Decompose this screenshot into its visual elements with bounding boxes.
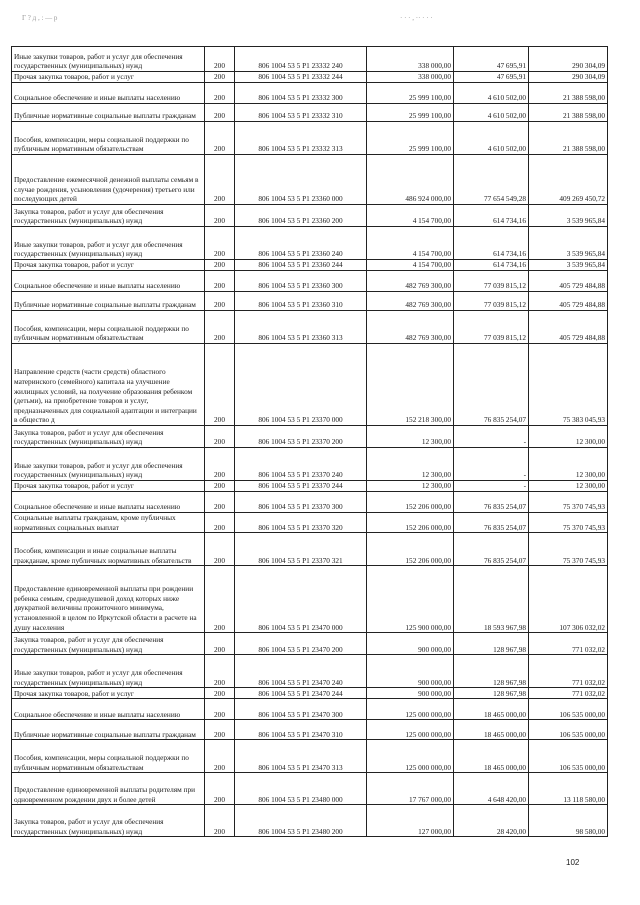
row-code: 200 — [205, 773, 235, 805]
row-code: 200 — [205, 655, 235, 688]
row-rest: 405 729 484,88 — [529, 271, 608, 292]
row-kbk: 806 1004 53 5 Р1 23370 244 — [235, 481, 367, 492]
row-rest: 21 388 598,00 — [529, 83, 608, 104]
row-fact: 128 967,98 — [454, 655, 529, 688]
row-code: 200 — [205, 448, 235, 481]
row-code: 200 — [205, 633, 235, 655]
row-kbk: 806 1004 53 5 Р1 23360 000 — [235, 155, 367, 205]
row-name: Публичные нормативные социальные выплаты гражданам — [12, 104, 205, 122]
row-name: Пособия, компенсации, меры социальной поддержки по публичным нормативным обязательствам — [12, 122, 205, 155]
row-fact: 18 465 000,00 — [454, 720, 529, 740]
row-name: Прочая закупка товаров, работ и услуг — [12, 688, 205, 699]
row-name: Закупка товаров, работ и услуг для обеспечения государственных (муниципальных) нужд — [12, 633, 205, 655]
row-rest: 21 388 598,00 — [529, 104, 608, 122]
row-rest: 405 729 484,88 — [529, 311, 608, 344]
row-code: 200 — [205, 699, 235, 720]
table-row — [12, 122, 608, 155]
row-fact: 4 648 420,00 — [454, 773, 529, 805]
page-number: 102 — [566, 858, 580, 867]
table-row — [12, 47, 608, 72]
row-plan: 4 154 700,00 — [367, 205, 454, 227]
row-plan: 127 000,00 — [367, 805, 454, 837]
row-fact: 128 967,98 — [454, 688, 529, 699]
row-name: Публичные нормативные социальные выплаты гражданам — [12, 720, 205, 740]
row-rest: 3 539 965,84 — [529, 260, 608, 271]
row-kbk: 806 1004 53 5 Р1 23370 300 — [235, 492, 367, 513]
row-fact: 4 610 502,00 — [454, 122, 529, 155]
row-plan: 338 000,00 — [367, 72, 454, 83]
row-fact: 18 593 967,98 — [454, 566, 529, 633]
row-code: 200 — [205, 155, 235, 205]
row-plan: 25 999 100,00 — [367, 104, 454, 122]
table-row — [12, 740, 608, 773]
row-code: 200 — [205, 740, 235, 773]
row-rest: 3 539 965,84 — [529, 205, 608, 227]
row-kbk: 806 1004 53 5 Р1 23470 240 — [235, 655, 367, 688]
row-fact: 614 734,16 — [454, 260, 529, 271]
row-name: Публичные нормативные социальные выплаты гражданам — [12, 292, 205, 311]
row-kbk: 806 1004 53 5 Р1 23360 313 — [235, 311, 367, 344]
row-code: 200 — [205, 533, 235, 566]
row-fact: 128 967,98 — [454, 633, 529, 655]
row-kbk: 806 1004 53 5 Р1 23332 313 — [235, 122, 367, 155]
table-row — [12, 492, 608, 513]
row-fact: 47 695,91 — [454, 72, 529, 83]
row-kbk: 806 1004 53 5 Р1 23360 240 — [235, 227, 367, 260]
row-kbk: 806 1004 53 5 Р1 23470 244 — [235, 688, 367, 699]
table-row — [12, 481, 608, 492]
row-name: Закупка товаров, работ и услуг для обеспечения государственных (муниципальных) нужд — [12, 426, 205, 448]
row-kbk: 806 1004 53 5 Р1 23332 310 — [235, 104, 367, 122]
table-row — [12, 773, 608, 805]
table-row — [12, 533, 608, 566]
row-name: Пособия, компенсации, меры социальной поддержки по публичным нормативным обязательствам — [12, 740, 205, 773]
row-plan: 12 300,00 — [367, 426, 454, 448]
row-kbk: 806 1004 53 5 Р1 23370 320 — [235, 513, 367, 533]
row-fact: - — [454, 426, 529, 448]
row-fact: 18 465 000,00 — [454, 740, 529, 773]
row-rest: 106 535 000,00 — [529, 720, 608, 740]
row-kbk: 806 1004 53 5 Р1 23360 200 — [235, 205, 367, 227]
row-name: Закупка товаров, работ и услуг для обеспечения государственных (муниципальных) нужд — [12, 805, 205, 837]
row-plan: 17 767 000,00 — [367, 773, 454, 805]
row-fact: 77 039 815,12 — [454, 311, 529, 344]
row-kbk: 806 1004 53 5 Р1 23470 200 — [235, 633, 367, 655]
table-row — [12, 566, 608, 633]
scan-header-noise-right: · · · , ·· · · · — [400, 14, 433, 22]
row-name: Иные закупки товаров, работ и услуг для обеспечения государственных (муниципальных) нужд — [12, 47, 205, 72]
table-row — [12, 805, 608, 837]
row-code: 200 — [205, 104, 235, 122]
row-code: 200 — [205, 227, 235, 260]
row-code: 200 — [205, 311, 235, 344]
row-plan: 900 000,00 — [367, 655, 454, 688]
table-row — [12, 426, 608, 448]
row-rest: 771 032,02 — [529, 655, 608, 688]
row-plan: 152 206 000,00 — [367, 492, 454, 513]
row-fact: 76 835 254,07 — [454, 533, 529, 566]
row-rest: 409 269 450,72 — [529, 155, 608, 205]
row-fact: 614 734,16 — [454, 227, 529, 260]
row-name: Пособия, компенсации, меры социальной поддержки по публичным нормативным обязательствам — [12, 311, 205, 344]
table-row — [12, 448, 608, 481]
row-rest: 12 300,00 — [529, 448, 608, 481]
row-rest: 771 032,02 — [529, 688, 608, 699]
row-kbk: 806 1004 53 5 Р1 23360 310 — [235, 292, 367, 311]
row-kbk: 806 1004 53 5 Р1 23480 000 — [235, 773, 367, 805]
row-kbk: 806 1004 53 5 Р1 23470 313 — [235, 740, 367, 773]
row-name: Социальное обеспечение и иные выплаты населению — [12, 699, 205, 720]
row-fact: 77 039 815,12 — [454, 271, 529, 292]
row-name: Направление средств (части средств) областного материнского (семейного) капитала на улучшение жилищных условий, на получение образования ребенком (детьми), на приобретение товаров и услуг, предназначенных для социальной адаптации и интеграции в общество д — [12, 344, 205, 426]
table-row — [12, 83, 608, 104]
row-name: Предоставление ежемесячной денежной выплаты семьям в случае рождения, усыновления (удочерения) третьего или последующих детей — [12, 155, 205, 205]
row-rest: 75 370 745,93 — [529, 492, 608, 513]
row-kbk: 806 1004 53 5 Р1 23360 300 — [235, 271, 367, 292]
row-rest: 12 300,00 — [529, 426, 608, 448]
table-row — [12, 655, 608, 688]
table-row — [12, 292, 608, 311]
row-plan: 482 769 300,00 — [367, 271, 454, 292]
row-rest: 75 370 745,93 — [529, 533, 608, 566]
row-name: Прочая закупка товаров, работ и услуг — [12, 260, 205, 271]
table-row — [12, 271, 608, 292]
row-code: 200 — [205, 83, 235, 104]
row-fact: 47 695,91 — [454, 47, 529, 72]
table-row — [12, 688, 608, 699]
row-rest: 290 304,09 — [529, 47, 608, 72]
row-plan: 152 206 000,00 — [367, 513, 454, 533]
row-code: 200 — [205, 292, 235, 311]
row-rest: 21 388 598,00 — [529, 122, 608, 155]
table-row — [12, 699, 608, 720]
row-rest: 12 300,00 — [529, 481, 608, 492]
row-name: Социальное обеспечение и иные выплаты населению — [12, 83, 205, 104]
row-fact: 28 420,00 — [454, 805, 529, 837]
row-fact: - — [454, 481, 529, 492]
row-code: 200 — [205, 566, 235, 633]
row-fact: 77 654 549,28 — [454, 155, 529, 205]
row-code: 200 — [205, 72, 235, 83]
row-plan: 125 000 000,00 — [367, 699, 454, 720]
row-code: 200 — [205, 481, 235, 492]
row-kbk: 806 1004 53 5 Р1 23370 000 — [235, 344, 367, 426]
row-plan: 4 154 700,00 — [367, 260, 454, 271]
row-code: 200 — [205, 720, 235, 740]
row-code: 200 — [205, 205, 235, 227]
row-kbk: 806 1004 53 5 Р1 23480 200 — [235, 805, 367, 837]
row-fact: 4 610 502,00 — [454, 104, 529, 122]
row-plan: 12 300,00 — [367, 448, 454, 481]
row-rest: 75 370 745,93 — [529, 513, 608, 533]
row-plan: 482 769 300,00 — [367, 292, 454, 311]
row-kbk: 806 1004 53 5 Р1 23370 240 — [235, 448, 367, 481]
row-kbk: 806 1004 53 5 Р1 23332 300 — [235, 83, 367, 104]
budget-execution-table — [11, 46, 608, 837]
table-row — [12, 72, 608, 83]
row-rest: 107 306 032,02 — [529, 566, 608, 633]
row-rest: 75 383 045,93 — [529, 344, 608, 426]
row-code: 200 — [205, 426, 235, 448]
row-fact: 18 465 000,00 — [454, 699, 529, 720]
table-row — [12, 633, 608, 655]
row-code: 200 — [205, 513, 235, 533]
table-row — [12, 344, 608, 426]
row-name: Иные закупки товаров, работ и услуг для обеспечения государственных (муниципальных) нужд — [12, 227, 205, 260]
row-fact: 76 835 254,07 — [454, 492, 529, 513]
row-rest: 106 535 000,00 — [529, 699, 608, 720]
row-kbk: 806 1004 53 5 Р1 23470 000 — [235, 566, 367, 633]
row-name: Иные закупки товаров, работ и услуг для обеспечения государственных (муниципальных) нужд — [12, 655, 205, 688]
row-kbk: 806 1004 53 5 Р1 23332 244 — [235, 72, 367, 83]
row-code: 200 — [205, 122, 235, 155]
row-fact: 76 835 254,07 — [454, 344, 529, 426]
row-name: Социальное обеспечение и иные выплаты населению — [12, 492, 205, 513]
row-kbk: 806 1004 53 5 Р1 23370 200 — [235, 426, 367, 448]
row-rest: 98 580,00 — [529, 805, 608, 837]
row-name: Предоставление единовременной выплаты родителям при одновременном рождении двух и более детей — [12, 773, 205, 805]
row-name: Иные закупки товаров, работ и услуг для обеспечения государственных (муниципальных) нужд — [12, 448, 205, 481]
row-rest: 13 118 580,00 — [529, 773, 608, 805]
row-plan: 4 154 700,00 — [367, 227, 454, 260]
table-row — [12, 205, 608, 227]
row-code: 200 — [205, 344, 235, 426]
row-kbk: 806 1004 53 5 Р1 23370 321 — [235, 533, 367, 566]
row-rest: 106 535 000,00 — [529, 740, 608, 773]
row-plan: 12 300,00 — [367, 481, 454, 492]
row-kbk: 806 1004 53 5 Р1 23470 300 — [235, 699, 367, 720]
row-code: 200 — [205, 688, 235, 699]
row-plan: 482 769 300,00 — [367, 311, 454, 344]
row-name: Социальные выплаты гражданам, кроме публичных нормативных социальных выплат — [12, 513, 205, 533]
row-code: 200 — [205, 47, 235, 72]
row-fact: 4 610 502,00 — [454, 83, 529, 104]
row-name: Предоставление единовременной выплаты при рождении ребенка семьям, среднедушевой доход которых ниже двукратной величины прожиточного минимума, установленной в целом по Иркутской области в расчете на душу населения — [12, 566, 205, 633]
row-name: Пособия, компенсации и иные социальные выплаты гражданам, кроме публичных нормативных обязательств — [12, 533, 205, 566]
row-plan: 125 000 000,00 — [367, 740, 454, 773]
row-plan: 125 900 000,00 — [367, 566, 454, 633]
row-plan: 152 206 000,00 — [367, 533, 454, 566]
row-code: 200 — [205, 260, 235, 271]
table-row — [12, 227, 608, 260]
row-plan: 25 999 100,00 — [367, 83, 454, 104]
row-plan: 125 000 000,00 — [367, 720, 454, 740]
row-kbk: 806 1004 53 5 Р1 23470 310 — [235, 720, 367, 740]
row-name: Прочая закупка товаров, работ и услуг — [12, 72, 205, 83]
table-body — [12, 47, 608, 837]
row-plan: 486 924 000,00 — [367, 155, 454, 205]
row-kbk: 806 1004 53 5 Р1 23332 240 — [235, 47, 367, 72]
row-code: 200 — [205, 492, 235, 513]
row-fact: 76 835 254,07 — [454, 513, 529, 533]
row-fact: 77 039 815,12 — [454, 292, 529, 311]
row-fact: - — [454, 448, 529, 481]
row-code: 200 — [205, 805, 235, 837]
row-kbk: 806 1004 53 5 Р1 23360 244 — [235, 260, 367, 271]
row-plan: 25 999 100,00 — [367, 122, 454, 155]
row-name: Прочая закупка товаров, работ и услуг — [12, 481, 205, 492]
table-row — [12, 513, 608, 533]
row-rest: 771 032,02 — [529, 633, 608, 655]
row-rest: 290 304,09 — [529, 72, 608, 83]
row-name: Социальное обеспечение и иные выплаты населению — [12, 271, 205, 292]
scan-header-noise-left: Г ? д , : — р — [22, 14, 58, 22]
row-rest: 3 539 965,84 — [529, 227, 608, 260]
row-plan: 338 000,00 — [367, 47, 454, 72]
row-fact: 614 734,16 — [454, 205, 529, 227]
table-row — [12, 311, 608, 344]
row-rest: 405 729 484,88 — [529, 292, 608, 311]
row-plan: 900 000,00 — [367, 633, 454, 655]
table-row — [12, 260, 608, 271]
row-plan: 900 000,00 — [367, 688, 454, 699]
table-row — [12, 104, 608, 122]
table-row — [12, 155, 608, 205]
row-plan: 152 218 300,00 — [367, 344, 454, 426]
row-code: 200 — [205, 271, 235, 292]
row-name: Закупка товаров, работ и услуг для обеспечения государственных (муниципальных) нужд — [12, 205, 205, 227]
table-row — [12, 720, 608, 740]
